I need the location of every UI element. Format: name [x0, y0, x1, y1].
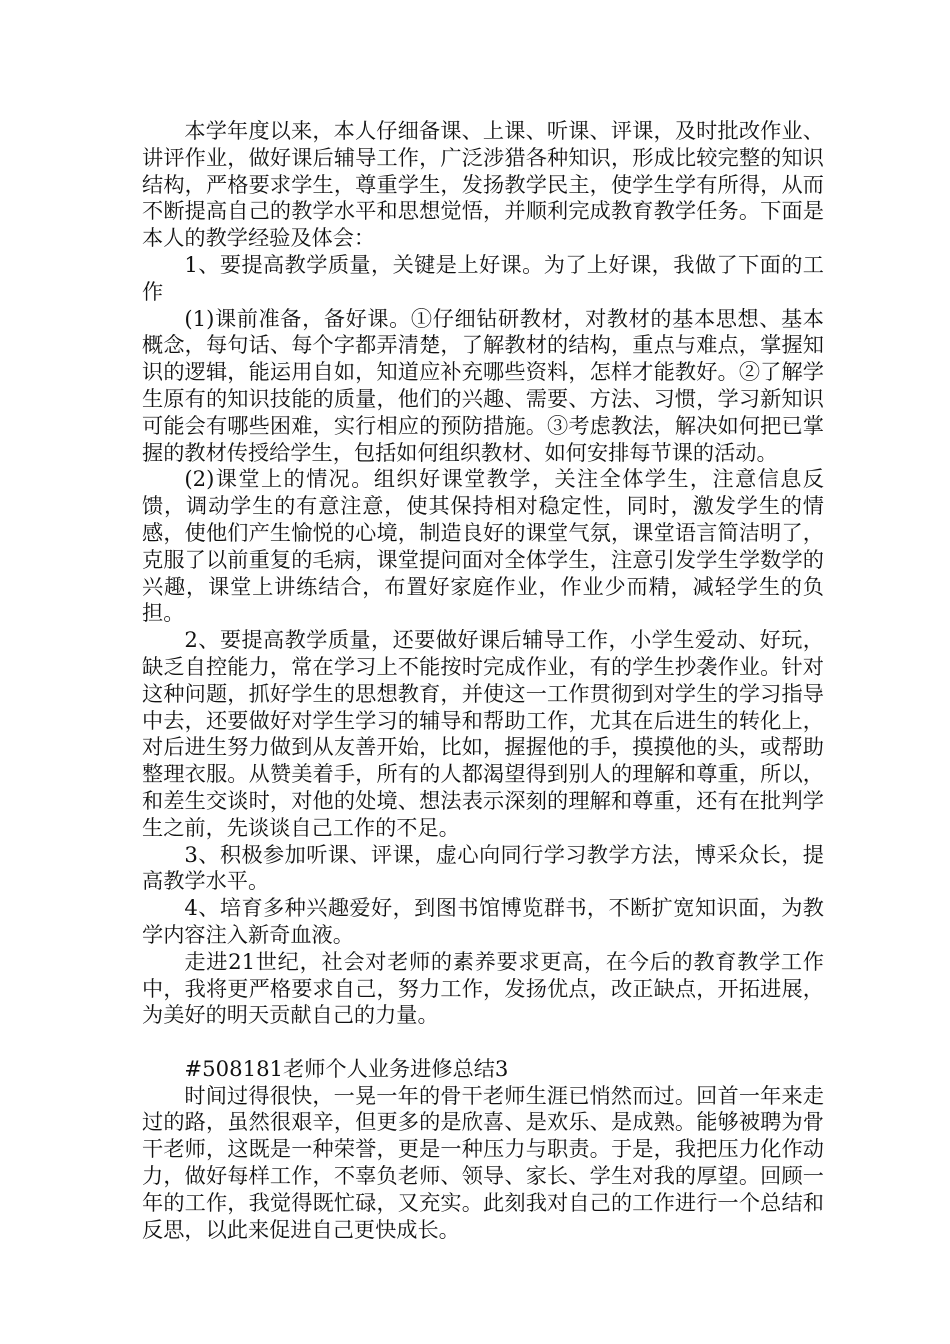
paragraph-point-2: 2、要提高教学质量，还要做好课后辅导工作，小学生爱动、好玩，缺乏自控能力，常在学习上不能按时完成作业，有的学生抄袭作业。针对这种问题，抓好学生的思想教育，并使这一工作贯彻到对学生的学习指导中去，还要做好对学生学习的辅导和帮助工作，尤其在后进生的转化上，对后进生努力做到从友善开始，比如，握握他的手，摸摸他的头，或帮助整理衣服。从赞美着手，所有的人都渴望得到别人的理解和尊重，所以，和差生交谈时，对他的处境、想法表示深刻的理解和尊重，还有在批判学生之前，先谈谈自己工作的不足。 [142, 627, 824, 840]
section-paragraph: 时间过得很快，一晃一年的骨干老师生涯已悄然而过。回首一年来走过的路，虽然很艰辛，但更多的是欣喜、是欢乐、是成熟。能够被聘为骨干老师，这既是一种荣誉，更是一种压力与职责。于是，我把压力化作动力，做好每样工作，不辜负老师、领导、家长、学生对我的厚望。回顾一年的工作，我觉得既忙碌，又充实。此刻我对自己的工作进行一个总结和反思，以此来促进自己更快成长。 [142, 1082, 824, 1242]
paragraph-point-1-sub-1: (1)课前准备，备好课。①仔细钻研教材，对教材的基本思想、基本概念，每句话、每个字都弄清楚，了解教材的结构，重点与难点，掌握知识的逻辑，能运用自如，知道应补充哪些资料，怎样才能教好。②了解学生原有的知识技能的质量，他们的兴趣、需要、方法、习惯，学习新知识可能会有哪些困难，实行相应的预防措施。③考虑教法，解决如何把已掌握的教材传授给学生，包括如何组织教材、如何安排每节课的活动。 [142, 305, 824, 465]
paragraph-point-1: 1、要提高教学质量，关键是上好课。为了上好课，我做了下面的工作 [142, 251, 824, 304]
paragraph-point-3: 3、积极参加听课、评课，虚心向同行学习教学方法，博采众长，提高教学水平。 [142, 841, 824, 894]
paragraph-intro: 本学年度以来，本人仔细备课、上课、听课、评课，及时批改作业、讲评作业，做好课后辅导工作，广泛涉猎各种知识，形成比较完整的知识结构，严格要求学生，尊重学生，发扬教学民主，使学生学有所得，从而不断提高自己的教学水平和思想觉悟，并顺利完成教育教学任务。下面是本人的教学经验及体会： [142, 118, 824, 251]
section-title: #508181老师个人业务进修总结3 [184, 1055, 509, 1081]
paragraph-point-4: 4、培育多种兴趣爱好，到图书馆博览群书，不断扩宽知识面，为教学内容注入新奇血液。 [142, 895, 824, 947]
paragraph-conclusion: 走进21世纪，社会对老师的素养要求更高，在今后的教育教学工作中，我将更严格要求自己，努力工作，发扬优点，改正缺点，开拓进展，为美好的明天贡献自己的力量。 [142, 948, 824, 1028]
paragraph-point-1-sub-2: (2)课堂上的情况。组织好课堂教学，关注全体学生，注意信息反馈，调动学生的有意注意，使其保持相对稳定性，同时，激发学生的情感，使他们产生愉悦的心境，制造良好的课堂气氛，课堂语言简洁明了，克服了以前重复的毛病，课堂提问面对全体学生，注意引发学生学数学的兴趣，课堂上讲练结合，布置好家庭作业，作业少而精，减轻学生的负担。 [142, 466, 824, 626]
document-body [142, 118, 824, 1243]
